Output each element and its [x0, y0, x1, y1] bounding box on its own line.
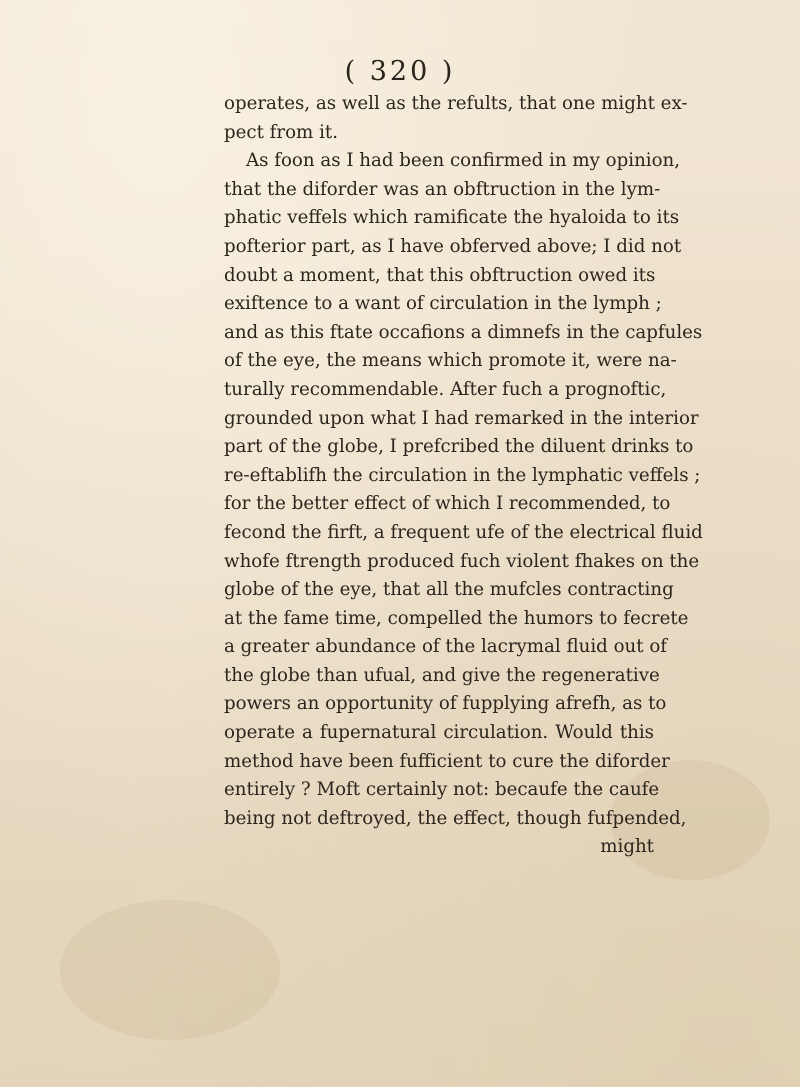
text-line: method have been fufficient to cure the diforder: [224, 750, 670, 772]
text-line: entirely ? Moft certainly not: becaufe the caufe: [224, 779, 660, 801]
text-line: powers an opportunity of fupplying afrefh, as to: [224, 693, 667, 715]
body-text: [224, 90, 703, 862]
text-line: that the diforder was an obftruction in the lym-: [224, 178, 661, 200]
text-line: the globe than ufual, and give the regenerative: [224, 664, 660, 686]
text-line: whofe ftrength produced fuch violent fhakes on the: [224, 550, 700, 572]
text-line: phatic veffels which ramificate the hyaloida to its: [224, 207, 680, 229]
text-line: and as this ftate occafions a dimnefs in the capfules: [224, 321, 703, 343]
text-line: a greater abundance of the lacrymal fluid out of: [224, 636, 668, 658]
text-line: of the eye, the means which promote it, were na-: [224, 350, 677, 372]
text-line: pofterior part, as I have obferved above; I did not: [224, 235, 682, 257]
paragraph-start-line: As foon as I had been confirmed in my opinion,: [246, 150, 681, 172]
text-line: part of the globe, I prefcribed the diluent drinks to: [224, 436, 694, 458]
text-line: fecond the firft, a frequent ufe of the electrical fluid: [224, 521, 703, 543]
text-line: operate a fupernatural circulation. Would this: [224, 722, 654, 744]
catchword: might: [600, 836, 654, 858]
text-line: exiftence to a want of circulation in the lymph ;: [224, 293, 662, 315]
text-line: turally recommendable. After fuch a prognoftic,: [224, 378, 667, 400]
text-line: pect from it.: [224, 121, 338, 143]
text-line: at the fame time, compelled the humors to fecrete: [224, 607, 689, 629]
text-line: being not deftroyed, the effect, though fufpended,: [224, 807, 687, 829]
text-line: globe of the eye, that all the mufcles contracting: [224, 579, 674, 601]
text-line: operates, as well as the refults, that one might ex-: [224, 93, 688, 114]
text-line: grounded upon what I had remarked in the interior: [224, 407, 699, 429]
text-line: re-eftablifh the circulation in the lymphatic veffels ;: [224, 464, 701, 486]
text-line: doubt a moment, that this obftruction owed its: [224, 264, 656, 286]
text-line: for the better effect of which I recommended, to: [224, 493, 671, 515]
page-number: ( 320 ): [344, 56, 456, 87]
paper-stain: [60, 900, 280, 1040]
